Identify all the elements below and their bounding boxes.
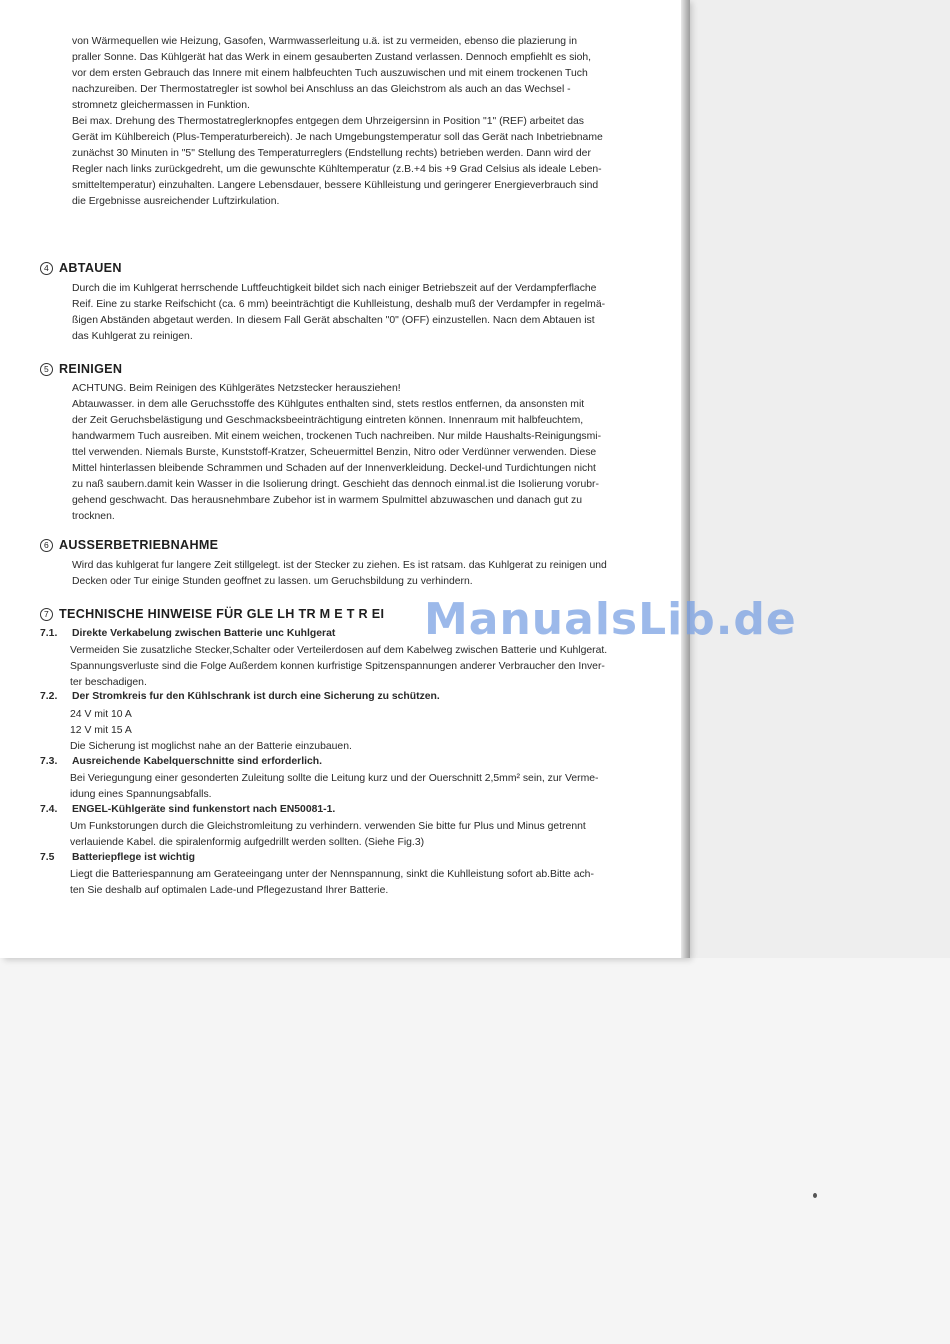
section-number-badge: 4 bbox=[40, 262, 53, 275]
text-line: Bei Veriegungung einer gesonderten Zuleitung sollte die Leitung kurz und der Ouerschnitt 2,5mm² sein, zur Verme- bbox=[70, 773, 599, 784]
subsection-7-5-title bbox=[40, 852, 195, 863]
text-line: Regler nach links zurückgedreht, um die gewunschte Kühltemperatur (z.B.+4 bis +9 Grad Celsius als ideale Leben- bbox=[72, 164, 602, 175]
text-line: Die Sicherung ist moglichst nahe an der Batterie einzubauen. bbox=[70, 741, 352, 752]
text-line: Um Funkstorungen durch die Gleichstromleitung zu verhindern. verwenden Sie bitte fur Plus und Minus getrennt bbox=[70, 821, 586, 832]
subsection-number: 7.3. bbox=[40, 756, 58, 767]
text-line: zunächst 30 Minuten in "5" Stellung des Temperaturreglers (Endstellung rechts) betrieben werden. Dann wird der bbox=[72, 148, 591, 159]
text-line: Spannungsverluste sind die Folge Außerdem konnen kurfristige Spitzenspannungen anderer Verbraucher den Inver- bbox=[70, 661, 605, 672]
text-line: die Ergebnisse ausreichender Luftzirkulation. bbox=[72, 196, 280, 207]
subsection-7-3-text bbox=[70, 771, 648, 803]
text-line: trocknen. bbox=[72, 511, 115, 522]
text-line: handwarmem Tuch ausreiben. Mit einem weichen, trockenen Tuch nachreiben. Nur milde Haushalts-Reinigungsmi- bbox=[72, 431, 602, 442]
text-line: Vermeiden Sie zusatzliche Stecker,Schalter oder Verteilerdosen auf dem Kabelweg zwischen Batterie und Kuhlgerat. bbox=[70, 645, 608, 656]
text-line: vor dem ersten Gebrauch das Innere mit einem halbfeuchten Tuch auszuwischen und mit einem trockenen Tuch bbox=[72, 68, 588, 79]
subsection-number: 7.2. bbox=[40, 691, 58, 702]
section-heading-reinigen bbox=[40, 362, 122, 376]
subsection-title: Direkte Verkabelung zwischen Batterie unc Kuhlgerat bbox=[72, 628, 336, 639]
subsection-number: 7.1. bbox=[40, 628, 58, 639]
subsection-7-2-text bbox=[70, 707, 648, 755]
text-line: ACHTUNG. Beim Reinigen des Kühlgerätes Netzstecker herausziehen! bbox=[72, 383, 401, 394]
text-line: Liegt die Batteriespannung am Gerateeingang unter der Nennspannung, sinkt die Kuhlleistung sofort ab.Bitte ach- bbox=[70, 869, 594, 880]
section-title: REINIGEN bbox=[59, 362, 123, 376]
subsection-7-4-text bbox=[70, 819, 648, 851]
subsection-number: 7.4. bbox=[40, 804, 58, 815]
subsection-title: Ausreichende Kabelquerschnitte sind erforderlich. bbox=[72, 756, 323, 767]
subsection-7-3-title bbox=[40, 756, 322, 767]
section-title: AUSSERBETRIEBNAHME bbox=[59, 538, 219, 552]
section-reinigen-text bbox=[72, 381, 650, 525]
subsection-number: 7.5 bbox=[40, 852, 55, 863]
text-line: nachzureiben. Der Thermostatregler ist sowhol bei Anschluss an das Gleichstrom als auch an das Wechsel - bbox=[72, 84, 571, 95]
text-line: ter beschadigen. bbox=[70, 677, 147, 688]
text-line: zu naß saubern.damit kein Wasser in die Isolierung dringt. Geschieht das dennoch einmal.ist die Isolierung vorubr- bbox=[72, 479, 599, 490]
section-heading-abtauen bbox=[40, 261, 122, 275]
section-heading-technische-hinweise bbox=[40, 607, 384, 621]
text-line: Abtauwasser. in dem alle Geruchsstoffe des Kühlgutes enthalten sind, stets restlos entfernen, da ansonsten mit bbox=[72, 399, 585, 410]
subsection-title: Der Stromkreis fur den Kühlschrank ist durch eine Sicherung zu schützen. bbox=[72, 691, 440, 702]
text-line: von Wärmequellen wie Heizung, Gasofen, Warmwasserleitung u.ä. ist zu vermeiden, ebenso die plazierung in bbox=[72, 36, 577, 47]
subsection-7-1-title bbox=[40, 628, 335, 639]
text-line: Durch die im Kuhlgerat herrschende Luftfeuchtigkeit bildet sich nach einiger Betriebszeit auf der Verdampferflache bbox=[72, 283, 597, 294]
section-abtauen-text bbox=[72, 281, 650, 345]
text-line: der Zeit Geruchsbelästigung und Geschmacksbeeinträchtigung eintreten können. Innenraum mit halbfeuchtem, bbox=[72, 415, 584, 426]
section-ausserbetriebnahme-text bbox=[72, 558, 650, 590]
subsection-title: Batteriepflege ist wichtig bbox=[72, 852, 195, 863]
text-line: das Kuhlgerat zu reinigen. bbox=[72, 331, 193, 342]
section-number-badge: 5 bbox=[40, 363, 53, 376]
paper-speck bbox=[813, 1193, 817, 1198]
background-bottom bbox=[0, 958, 950, 1344]
section-title: ABTAUEN bbox=[59, 261, 122, 275]
text-line: ten Sie deshalb auf optimalen Lade-und Pflegezustand Ihrer Batterie. bbox=[70, 885, 389, 896]
section-number-badge: 7 bbox=[40, 608, 53, 621]
text-line: Reif. Eine zu starke Reifschicht (ca. 6 mm) beeinträchtigt die Kuhlleistung, deshalb muß der Verdampfer in regelmä- bbox=[72, 299, 606, 310]
text-line: Decken oder Tur einige Stunden geoffnet zu lassen. um Geruchsbildung zu verhindern. bbox=[72, 576, 473, 587]
text-line: 12 V mit 15 A bbox=[70, 725, 132, 736]
text-line: praller Sonne. Das Kühlgerät hat das Werk in einem gesauberten Zustand verlassen. Dennoch empfiehlt es sioh, bbox=[72, 52, 592, 63]
text-line: smitteltemperatur) einzuhalten. Langere Lebensdauer, bessere Kühlleistung und geringerer Energieverbrauch sind bbox=[72, 180, 599, 191]
text-line: ßigen Abständen abgetaut werden. In diesem Fall Gerät abschalten "0" (OFF) einzustellen. Nacn dem Abtauen ist bbox=[72, 315, 595, 326]
intro-paragraph bbox=[72, 34, 650, 210]
text-line: Wird das kuhlgerat fur langere Zeit stillgelegt. ist der Stecker zu ziehen. Es ist ratsam. das Kuhlgerat zu reinigen und bbox=[72, 560, 607, 571]
text-line: Mittel hinterlassen bleibende Schrammen und Schaden auf der Innenverkleidung. Deckel-und Turdichtungen nicht bbox=[72, 463, 596, 474]
section-heading-ausserbetriebnahme bbox=[40, 538, 218, 552]
text-line: gehend geschwacht. Das herausnehmbare Zubehor ist in warmem Spulmittel abzuwaschen und danach gut zu bbox=[72, 495, 583, 506]
text-line: idung eines Spannungsabfalls. bbox=[70, 789, 212, 800]
subsection-7-2-title bbox=[40, 691, 440, 702]
subsection-title: ENGEL-Kühlgeräte sind funkenstort nach EN50081-1. bbox=[72, 804, 336, 815]
watermark-text: ManualsLib.de bbox=[424, 594, 797, 645]
text-line: verlauiende Kabel. die spiralenformig aufgedrillt werden sollten. (Siehe Fig.3) bbox=[70, 837, 425, 848]
text-line: 24 V mit 10 A bbox=[70, 709, 132, 720]
section-number-badge: 6 bbox=[40, 539, 53, 552]
subsection-7-1-text bbox=[70, 643, 648, 691]
text-line: stromnetz gleichermassen in Funktion. bbox=[72, 100, 250, 111]
subsection-7-5-text bbox=[70, 867, 648, 899]
background-right bbox=[690, 0, 950, 958]
page-fold-shadow bbox=[681, 0, 690, 958]
text-line: Gerät im Kühlbereich (Plus-Temperaturbereich). Je nach Umgebungstemperatur soll das Gerät nach Inbetriebname bbox=[72, 132, 603, 143]
text-line: ttel verwenden. Niemals Burste, Kunststoff-Kratzer, Scheuermittel Benzin, Nitro oder Verdünner verwenden. Diese bbox=[72, 447, 597, 458]
text-line: Bei max. Drehung des Thermostatreglerknopfes entgegen dem Uhrzeigersinn in Position "1" (REF) arbeitet das bbox=[72, 116, 584, 127]
section-title: TECHNISCHE HINWEISE FÜR GLE LH TR M E T R EI bbox=[59, 607, 385, 621]
subsection-7-4-title bbox=[40, 804, 335, 815]
